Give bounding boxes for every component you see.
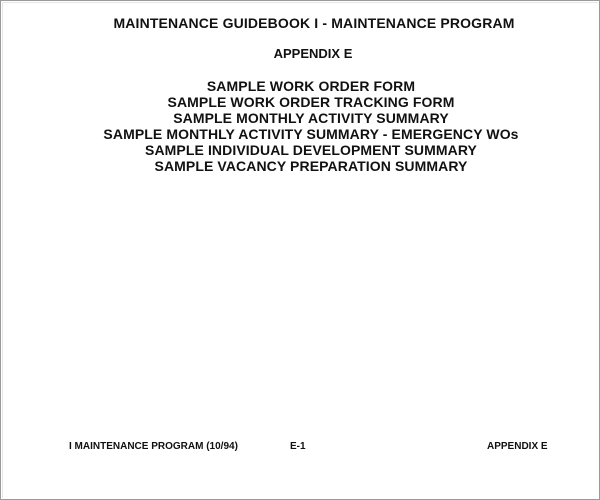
contents-item: SAMPLE MONTHLY ACTIVITY SUMMARY - EMERGENCY WOs <box>103 126 519 142</box>
document-title: MAINTENANCE GUIDEBOOK I - MAINTENANCE PROGRAM <box>113 15 515 31</box>
contents-item: SAMPLE VACANCY PREPARATION SUMMARY <box>154 158 468 174</box>
contents-item: SAMPLE INDIVIDUAL DEVELOPMENT SUMMARY <box>145 142 477 158</box>
appendix-contents-list <box>1 78 599 174</box>
contents-item: SAMPLE WORK ORDER TRACKING FORM <box>167 94 455 110</box>
footer-page-number: E-1 <box>290 441 306 452</box>
footer-appendix-label: APPENDIX E <box>487 441 548 452</box>
footer-program-label: I MAINTENANCE PROGRAM (10/94) <box>69 441 238 452</box>
contents-item: SAMPLE WORK ORDER FORM <box>206 78 416 94</box>
appendix-heading: APPENDIX E <box>273 46 353 61</box>
contents-item: SAMPLE MONTHLY ACTIVITY SUMMARY <box>173 110 449 126</box>
